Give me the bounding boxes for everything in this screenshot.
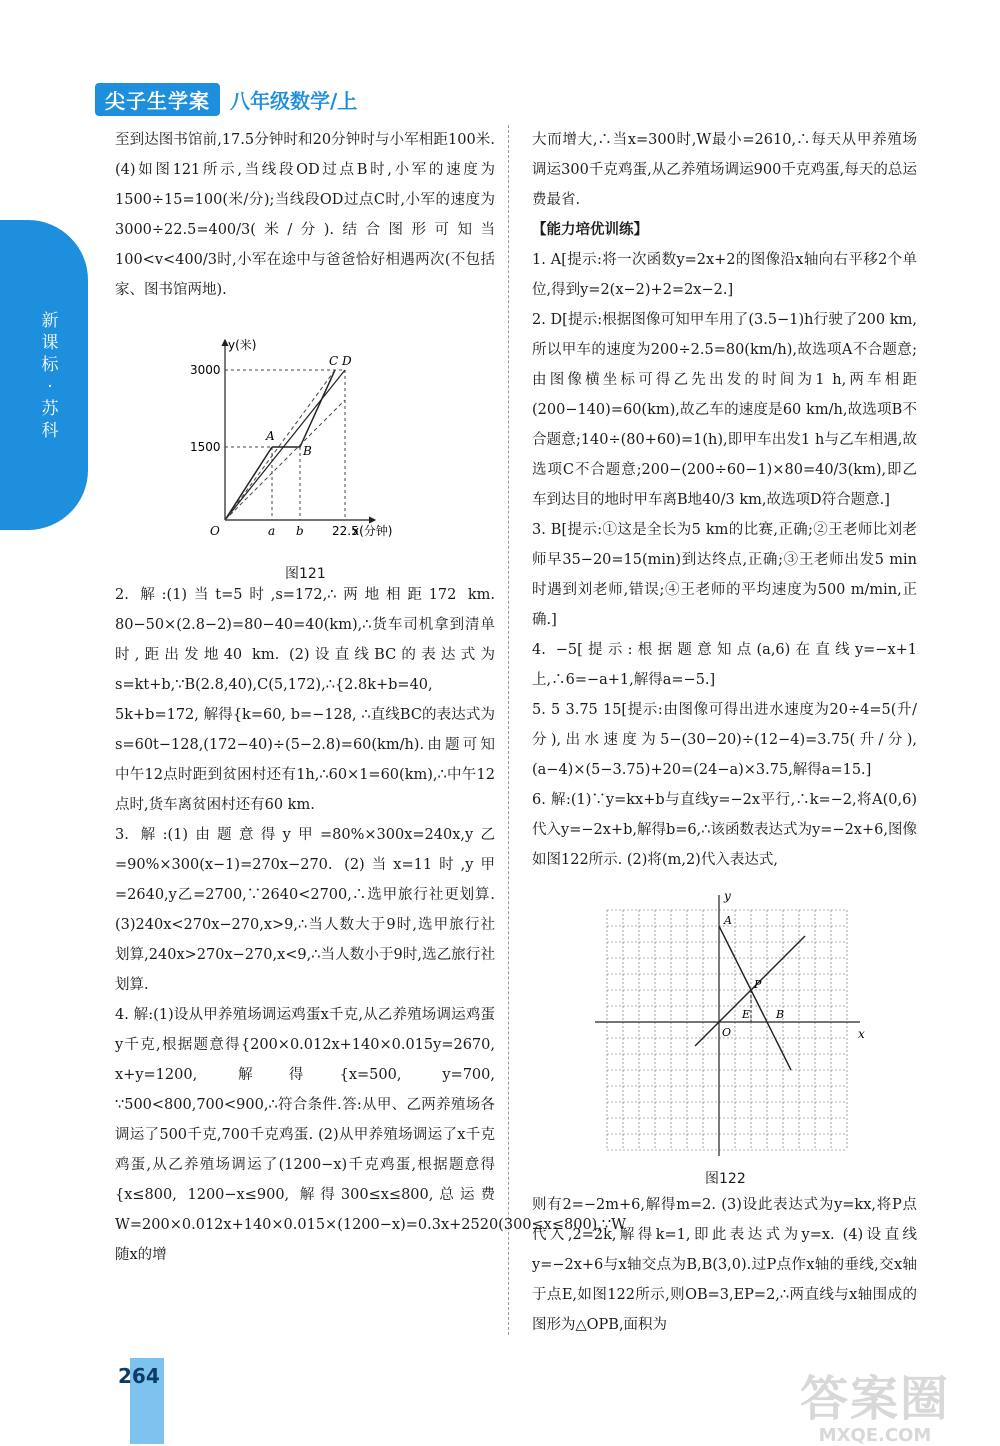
fig121-C: C — [329, 354, 339, 368]
list-item: 2. D[提示:根据图像可知甲车用了(3.5−1)h行驶了200 km,所以甲车的速度为200÷2.5=80(km/h),故选项A不合题意;由图像横坐标可得乙先出发的时间为1 h,两车相距(200−140)=60(km),故乙车的速度是60 km/h,故选项B不合题意;140÷(80+60)=1(h),即甲车出发1 h与乙车相遇,故选项C不合题意;200−(200÷60−1)×80=40/3(km),即乙车到达目的地时甲车离B地40/3 km,故选项D符合题意.] — [532, 312, 917, 508]
paragraph: 则有2=−2m+6,解得m=2. (3)设此表达式为y=kx,将P点代入,2=2k,解得k=1,即此表达式为y=x. (4)设直线y=−2x+6与x轴交点为B,B(3,0).过P点作x轴的垂线,交x轴于点E,如图122所示,则OB=3,EP=2,∴两直线与x轴围成的图形为△OPB,面积为 — [532, 1197, 917, 1333]
paragraph: 4. 解:(1)设从甲养殖场调运鸡蛋x千克,从乙养殖场调运鸡蛋y千克,根据题意得{200×0.012x+140×0.015y=2670, x+y=1200, 解得{x=500, y=700, ∵500<800,700<900,∴符合条件.答:从甲、乙两养殖场各调运了500千克,700千克鸡蛋. (2)从甲养殖场调运了x千克鸡蛋,从乙养殖场调运了(1200−x)千克鸡蛋,根据题意得{x≤800, 1200−x≤900, 解得300≤x≤800,总运费W=200×0.012x+140×0.015×(1200−x)=0.3x+2520(300≤x≤800),∵W随x的增 — [115, 1007, 627, 1263]
fig122-x: x — [858, 1027, 865, 1041]
column-divider — [508, 125, 510, 1335]
watermark-url: MXQE.COM — [818, 1425, 932, 1446]
list-item: 4. −5[提示:根据题意知点(a,6)在直线y=−x+1上,∴6=−a+1,解得a=−5.] — [532, 642, 917, 688]
fig121-y3000: 3000 — [190, 363, 221, 377]
right-column-lower — [532, 1190, 917, 1340]
fig121-caption: 图121 — [285, 566, 326, 582]
fig122-E: E — [742, 1008, 751, 1021]
page-number: 264 — [118, 1364, 160, 1388]
fig121-ylabel: y(米) — [228, 338, 257, 352]
fig121-x225: 22.5 — [332, 524, 359, 538]
paragraph: 3. 解:(1)由题意得y甲=80%×300x=240x,y乙=90%×300(x−1)=270x−270. (2)当x=11时,y甲=2640,y乙=2700,∵2640<2700,∴选甲旅行社更划算. (3)240x<270x−270,x>9,∴当人数大于9时,选甲旅行社划算,240x>270x−270,x<9,∴当人数小于9时,选乙旅行社划算. — [115, 827, 495, 993]
grade-label: 八年级数学/上 — [230, 88, 358, 113]
right-column — [532, 125, 917, 875]
list-item: 1. A[提示:将一次函数y=2x+2的图像沿x轴向右平移2个单位,得到y=2(x−2)+2=2x−2.] — [532, 252, 917, 298]
section-heading: 【能力培优训练】 — [532, 221, 648, 238]
brand-label: 尖子生学案 — [95, 83, 220, 116]
watermark — [800, 1360, 950, 1446]
watermark-cn: 答案圈 — [800, 1371, 951, 1427]
fig121-xb: b — [296, 524, 304, 538]
list-item: 6. 解:(1)∵y=kx+b与直线y=−2x平行,∴k=−2,将A(0,6)代入y=−2x+b,解得b=6,∴该函数表达式为y=−2x+6,图像如图122所示. (2)将(m,2)代入表达式, — [532, 792, 917, 868]
fig121-origin: O — [210, 524, 220, 538]
fig122-P: P — [754, 978, 762, 991]
fig122-A: A — [724, 914, 732, 927]
fig121-B: B — [303, 444, 312, 458]
fig121-D: D — [342, 354, 352, 368]
page-header — [95, 84, 357, 114]
figure-121 — [190, 335, 420, 560]
fig122-y: y — [724, 890, 731, 903]
left-column-lower — [115, 580, 627, 1350]
fig122-O: O — [722, 1026, 732, 1039]
fig121-xa: a — [268, 524, 276, 538]
left-column — [115, 125, 495, 335]
list-item: 3. B[提示:①这是全长为5 km的比赛,正确;②王老师比刘老师早35−20=15(min)到达终点,正确;③王老师出发5 min时遇到刘老师,错误;④王老师的平均速度为500 m/min,正确.] — [532, 522, 917, 628]
paragraph: 至到达图书馆前,17.5分钟时和20分钟时与小军相距100米.(4)如图121所示,当线段OD过点B时,小军的速度为1500÷15=100(米/分);当线段OD过点C时,小军的速度为3000÷22.5=400/3(米/分).结合图形可知当100<v<400/3时,小军在途中与爸爸恰好相遇两次(不包括家、图书馆两地). — [115, 132, 495, 298]
fig122-caption: 图122 — [705, 1171, 746, 1187]
paragraph: 2. 解:(1)当t=5时,s=172,∴两地相距172 km. 80−50×(2.8−2)=80−40=40(km),∴货车司机拿到清单时,距出发地40 km. (2)设直线BC的表达式为s=kt+b,∵B(2.8,40),C(5,172),∴{2.8k+b=40, 5k+b=172, 解得{k=60, b=−128, ∴直线BC的表达式为s=60t−128,(172−40)÷(5−2.8)=60(km/h).由题可知中午12点时距到贫困村还有1h,∴60×1=60(km),∴中午12点时,货车离贫困村还有60 km. — [115, 587, 495, 813]
side-tab-text: 新课标·苏科 — [41, 311, 59, 441]
fig121-xlabel: x(分钟) — [352, 524, 393, 538]
list-item: 5. 5 3.75 15[提示:由图像可得出进水速度为20÷4=5(升/分),出水速度为5−(30−20)÷(12−4)=3.75(升/分),(a−4)×(5−3.75)+20=(24−a)×3.75,解得a=15.] — [532, 702, 917, 778]
figure-122 — [590, 890, 870, 1160]
paragraph: 大而增大,∴当x=300时,W最小=2610,∴每天从甲养殖场调运300千克鸡蛋,从乙养殖场调运900千克鸡蛋,每天的总运费最省. — [532, 132, 917, 208]
fig122-B: B — [776, 1008, 785, 1021]
fig121-y1500: 1500 — [190, 440, 221, 454]
fig121-A: A — [266, 429, 275, 443]
